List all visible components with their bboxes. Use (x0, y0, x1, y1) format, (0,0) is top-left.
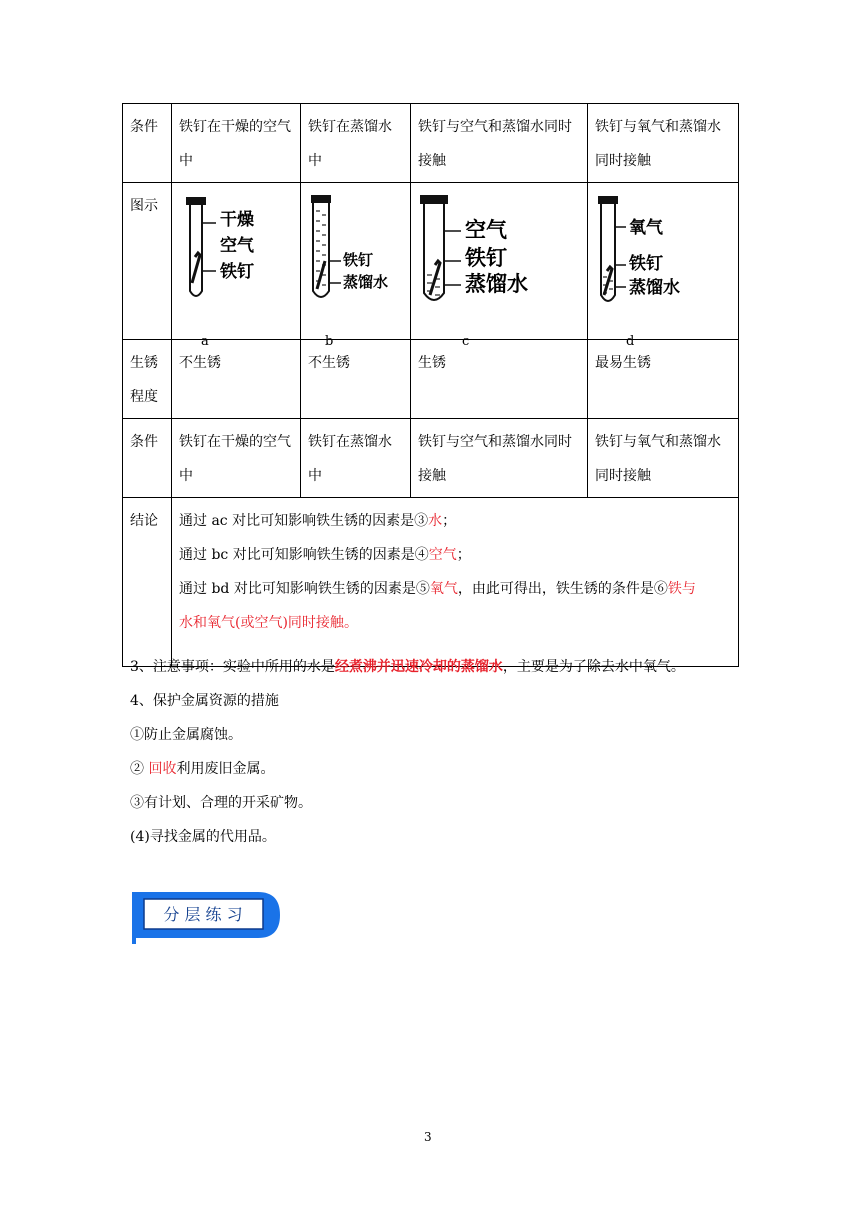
cell: 不生锈 (172, 340, 301, 419)
row-label: 条件 (123, 104, 172, 183)
figure-letter: a (201, 334, 209, 349)
note-3: 3、注意事项：实验中所用的水是经煮沸并迅速冷却的蒸馏水，主要是为了除去水中氧气。 (130, 659, 685, 675)
figure-letter: b (325, 334, 334, 349)
tube-label: 空气 (465, 218, 507, 242)
tube-label: 蒸馏水 (465, 272, 528, 296)
answer-text: 空气 (428, 547, 457, 563)
figure-cell-c (411, 183, 588, 349)
conclusion-line-2: 通过 bc 对比可知影响铁生锈的因素是④空气； (179, 547, 471, 563)
tube-label: 干燥 (220, 210, 254, 230)
test-tube-c-diagram (411, 183, 588, 339)
figure-cell-b (301, 183, 411, 349)
tube-label: 铁钉 (465, 246, 507, 270)
row-label: 条件 (123, 419, 172, 498)
answer-text: 氧气 (429, 581, 458, 597)
cell: 铁钉在蒸馏水中 (301, 104, 411, 183)
cell: 最易生锈 (588, 340, 739, 419)
cell: 生锈 (411, 340, 588, 419)
emphasis-text: 经煮沸并迅速冷却的蒸馏水 (334, 659, 503, 675)
measure-item-3: ③有计划、合理的开采矿物。 (130, 795, 312, 811)
experiment-table (122, 103, 739, 667)
answer-text: 水和氧气(或空气)同时接触 (179, 615, 344, 631)
tube-label: 氧气 (629, 218, 663, 238)
row-label: 结论 (123, 498, 172, 667)
table-row-rust-level (123, 340, 739, 419)
tube-label: 铁钉 (343, 251, 374, 269)
conclusion-line-1: 通过 ac 对比可知影响铁生锈的因素是③水； (179, 513, 457, 529)
conclusion-cell (172, 498, 739, 667)
conclusion-line-4: 水和氧气(或空气)同时接触。 (179, 615, 358, 631)
cell: 不生锈 (301, 340, 411, 419)
answer-text: 回收 (148, 761, 177, 777)
cell: 铁钉在蒸馏水中 (301, 419, 411, 498)
page-number: 3 (424, 1130, 432, 1144)
table-row-condition (123, 419, 739, 498)
tube-label: 蒸馏水 (629, 278, 680, 298)
test-tube-d-diagram (588, 183, 739, 339)
cell: 铁钉与氧气和蒸馏水同时接触 (588, 104, 739, 183)
tube-label: 铁钉 (629, 254, 663, 274)
cell: 铁钉与氧气和蒸馏水同时接触 (588, 419, 739, 498)
test-tube-a-diagram (172, 183, 301, 339)
row-label: 图示 (123, 183, 172, 340)
row-label: 生锈程度 (123, 340, 172, 419)
test-tube-b-diagram (301, 183, 411, 339)
section-banner (128, 888, 284, 946)
note-4-heading: 4、保护金属资源的措施 (130, 693, 279, 709)
banner-title: 分 层 练 习 (163, 905, 243, 924)
table-row-header (123, 104, 739, 183)
cell: 铁钉在干燥的空气中 (172, 419, 301, 498)
conclusion-line-3: 通过 bd 对比可知影响铁生锈的因素是⑤氧气，由此可得出，铁生锈的条件是⑥铁与 (179, 581, 696, 597)
table-row-figures (123, 183, 739, 340)
measure-item-4: (4)寻找金属的代用品。 (130, 829, 276, 845)
cell: 铁钉与空气和蒸馏水同时接触 (411, 419, 588, 498)
tube-label: 空气 (220, 236, 254, 256)
figure-cell-d (588, 183, 739, 349)
answer-text: 水 (428, 513, 443, 529)
measure-item-1: ①防止金属腐蚀。 (130, 727, 242, 743)
cell: 铁钉在干燥的空气中 (172, 104, 301, 183)
table-row-conclusion (123, 498, 739, 667)
cell: 铁钉与空气和蒸馏水同时接触 (411, 104, 588, 183)
answer-text: 铁与 (667, 581, 696, 597)
figure-cell-a (172, 183, 301, 349)
measure-item-2: ② 回收利用废旧金属。 (130, 761, 275, 777)
figure-letter: d (626, 334, 635, 349)
figure-letter: c (462, 334, 470, 349)
tube-label: 铁钉 (220, 262, 254, 282)
tube-label: 蒸馏水 (343, 273, 389, 291)
